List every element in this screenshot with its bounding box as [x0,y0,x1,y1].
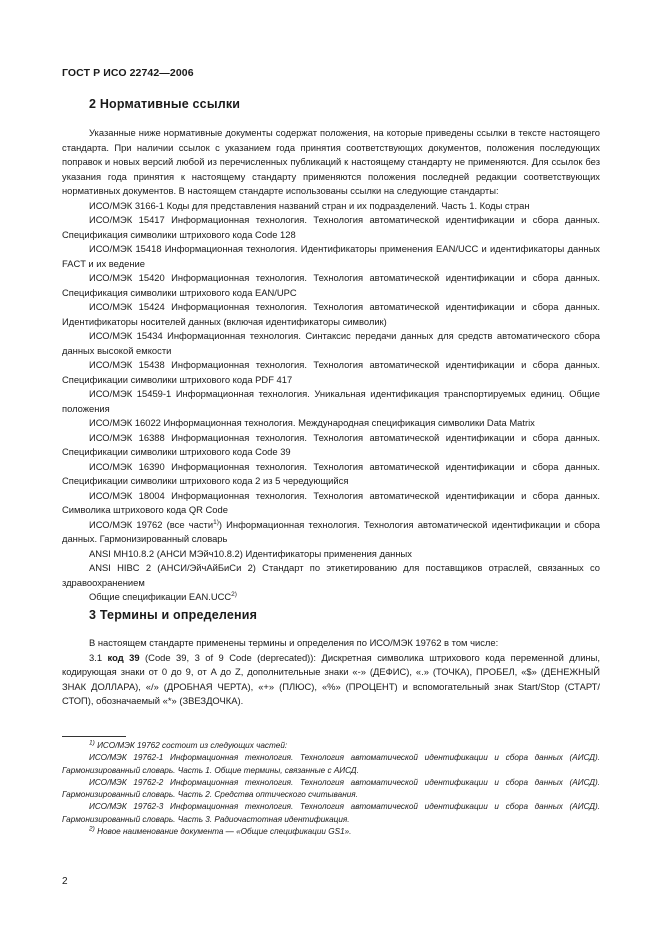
reference-item-ean [62,590,600,605]
footnote-1-part: ИСО/МЭК 19762-3 Информационная технология. Технология автоматической идентификации и сбора данных (АИСД). Гармонизированный словарь. Часть 3. Радиочастотная идентификация. [62,802,600,824]
reference-item: ИСО/МЭК 15424 Информационная технология. Технология автоматической идентификации и сбора данных. Идентификаторы носителей данных (включая идентификаторы символик) [62,301,600,327]
footnote-1-mark: 1) [89,739,95,747]
section-3-body [62,636,600,709]
term-number: 3.1 [89,651,103,663]
footnote-ref-1[interactable]: 1) [213,518,219,526]
reference-item-19762 [62,518,600,547]
reference-item: ИСО/МЭК 18004 Информационная технология. Технология автоматической идентификации и сбора данных. Символика штрихового кода QR Code [62,489,600,515]
footnote-ref-2[interactable]: 2) [231,590,237,598]
footnotes [62,740,600,838]
footnote-1-part: ИСО/МЭК 19762-1 Информационная технология. Технология автоматической идентификации и сбора данных (АИСД). Гармонизированный словарь. Часть 1. Общие термины, связанные с АИСД. [62,753,600,775]
reference-item: ИСО/МЭК 16390 Информационная технология. Технология автоматической идентификации и сбора данных. Спецификации символики штрихового кода 2 из 5 чередующийся [62,460,600,486]
reference-item: ИСО/МЭК 15417 Информационная технология. Технология автоматической идентификации и сбора данных. Спецификация символики штрихового кода Code 128 [62,214,600,240]
footnote-2-text: Новое наименование документа — «Общие спецификации GS1». [97,827,352,837]
footnote-1-part: ИСО/МЭК 19762-2 Информационная технология. Технология автоматической идентификации и сбора данных (АИСД). Гармонизированный словарь. Часть 2. Средства оптического считывания. [62,777,600,800]
term-text: (Code 39, 3 of 9 Code (deprecated)): Дискретная символика штрихового кода переменной длины, кодирующая знаки от 0 до 9, от A до Z, дополнительные знаки «-» (ДЕФИС), «.» (ТОЧКА), ПРОБЕЛ, «$» (ДЕНЕЖНЫЙ ЗНАК ДОЛЛАРА), «/» (ДРОБНАЯ ЧЕРТА), «+» (ПЛЮС), «%» (ПРОЦЕНТ) и вспомогательный знак Start/Stop (СТАРТ/СТОП), обозначаемый «*» (ЗВЕЗДОЧКА). [62,651,600,706]
section-2-intro: Указанные ниже нормативные документы содержат положения, на которые приведены ссылки в тексте настоящего стандарта. При наличии ссылок с указанием года принятия соответствующих документов, положения последующих поправок и новых версий любой из перечисленных публикаций к настоящему стандарту не применяются. Для ссылок без указания года принятия к настоящему стандарту применяются положения последней редакции соответствующих нормативных документов. В настоящем стандарте использованы ссылки на следующие стандарты: [62,127,600,196]
footnote-2 [62,826,600,838]
reference-item: ИСО/МЭК 15420 Информационная технология. Технология автоматической идентификации и сбора данных. Спецификация символики штрихового кода EAN/UPC [62,272,600,298]
ref-19762-pre: ИСО/МЭК 19762 (все части [89,518,214,530]
footnote-1-intro: ИСО/МЭК 19762 состоит из следующих частей: [97,741,288,750]
page-number: 2 [62,876,68,887]
reference-item: ИСО/МЭК 16022 Информационная технология. Международная спецификация символики Data Matrix [89,417,535,428]
document-header: ГОСТ Р ИСО 22742—2006 [62,67,194,79]
footnote-2-mark: 2) [89,825,95,833]
section-3-intro: В настоящем стандарте применены термины и определения по ИСО/МЭК 19762 в том числе: [89,637,499,648]
reference-item: ИСО/МЭК 15459-1 Информационная технология. Уникальная идентификация транспортируемых единиц. Общие положения [62,388,600,414]
section-3-title: 3 Термины и определения [89,608,258,622]
reference-item: ИСО/МЭК 15438 Информационная технология. Технология автоматической идентификации и сбора данных. Спецификации символики штрихового кода PDF 417 [62,359,600,385]
ref-ean-text: Общие спецификации EAN.UCC [89,591,232,602]
section-2-title: 2 Нормативные ссылки [89,97,241,111]
reference-item: ИСО/МЭК 3166-1 Коды для представления названий стран и их подразделений. Часть 1. Коды стран [89,199,530,211]
reference-item: ИСО/МЭК 15434 Информационная технология. Синтаксис передачи данных для средств автоматического сбора данных высокой емкости [62,330,600,356]
footnote-separator [62,736,126,737]
reference-item-ansi-mh: ANSI MH10.8.2 (АНСИ МЭйч10.8.2) Идентификаторы применения данных [89,547,412,559]
term-name: код 39 [107,651,140,663]
reference-item: ИСО/МЭК 15418 Информационная технология. Идентификаторы применения EAN/UCC и идентификаторы данных FACT и их ведение [62,243,600,269]
term-definition [62,651,600,709]
reference-item-ansi-hibc: ANSI HIBC 2 (АНСИ/ЭйчАйБиСи 2) Стандарт по этикетированию для поставщиков отраслей, связанных со здравоохранением [62,562,600,588]
footnote-1 [62,740,600,752]
reference-item: ИСО/МЭК 16388 Информационная технология. Технология автоматической идентификации и сбора данных. Спецификации символики штрихового кода Code 39 [62,431,600,457]
ref-19762-post: ) Информационная технология. Технология автоматической идентификации и сбора данных. Гармонизированный словарь [62,518,601,544]
section-2-body [62,126,600,605]
